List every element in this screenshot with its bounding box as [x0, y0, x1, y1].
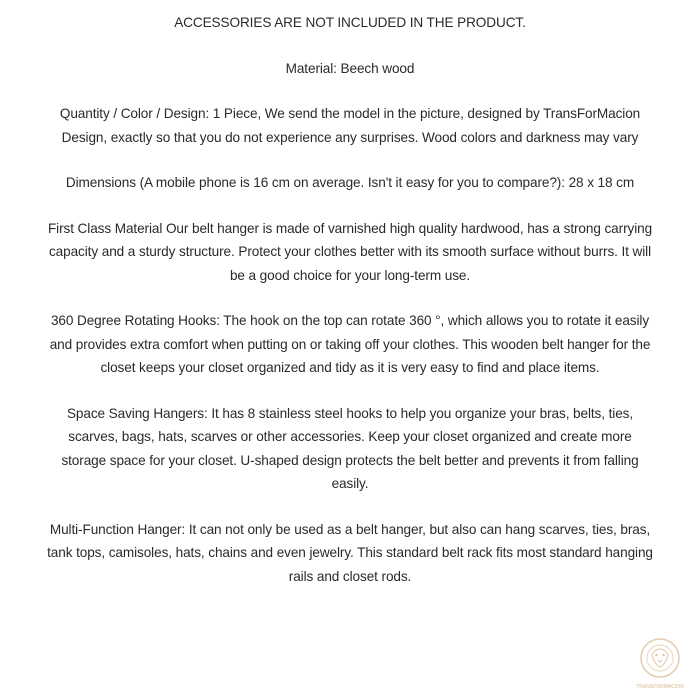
dimensions-text: Dimensions (A mobile phone is 16 cm on average. Isn't it easy for you to compare?): 28 x 18 cm [65, 175, 635, 190]
lion-head-logo-icon [630, 634, 690, 694]
logo-text: TRANSFORMACION [636, 684, 684, 690]
notice-text: ACCESSORIES ARE NOT INCLUDED IN THE PRODUCT. [174, 15, 526, 30]
material-text: Material: Beech wood [285, 60, 415, 76]
quantity-text: Quantity / Color / Design: 1 Piece, We send the model in the picture, designed by TransForMacion Design, exactly so that you do not experience any surprises. Wood colors and darkness may vary [59, 106, 641, 145]
space-saving-text: Space Saving Hangers: It has 8 stainless steel hooks to help you organize your bras, belts, ties, scarves, bags, hats, scarves or other accessories. Keep your closet organized and create more storage space for your closet. U-shaped design protects the belt better and prevents it from falling easily. [61, 405, 639, 491]
rotating-hooks-text: 360 Degree Rotating Hooks: The hook on the top can rotate 360 °, which allows you to rotate it easily and provides extra comfort when putting on or taking off your clothes. This wooden belt hanger for the closet keeps your closet organized and tidy as it is very easy to find and place items. [49, 313, 651, 375]
material-quality-text: First Class Material Our belt hanger is made of varnished high quality hardwood, has a strong carrying capacity and a sturdy structure. Protect your clothes better with its smooth surface without burrs. It will be a good choice for your long-term use. [47, 220, 653, 283]
multi-function-text: Multi-Function Hanger: It can not only be used as a belt hanger, but also can hang scarves, ties, bras, tank tops, camisoles, hats, chains and even jewelry. This standard belt rack fits most standard hanging rails and closet rods. [47, 521, 653, 584]
